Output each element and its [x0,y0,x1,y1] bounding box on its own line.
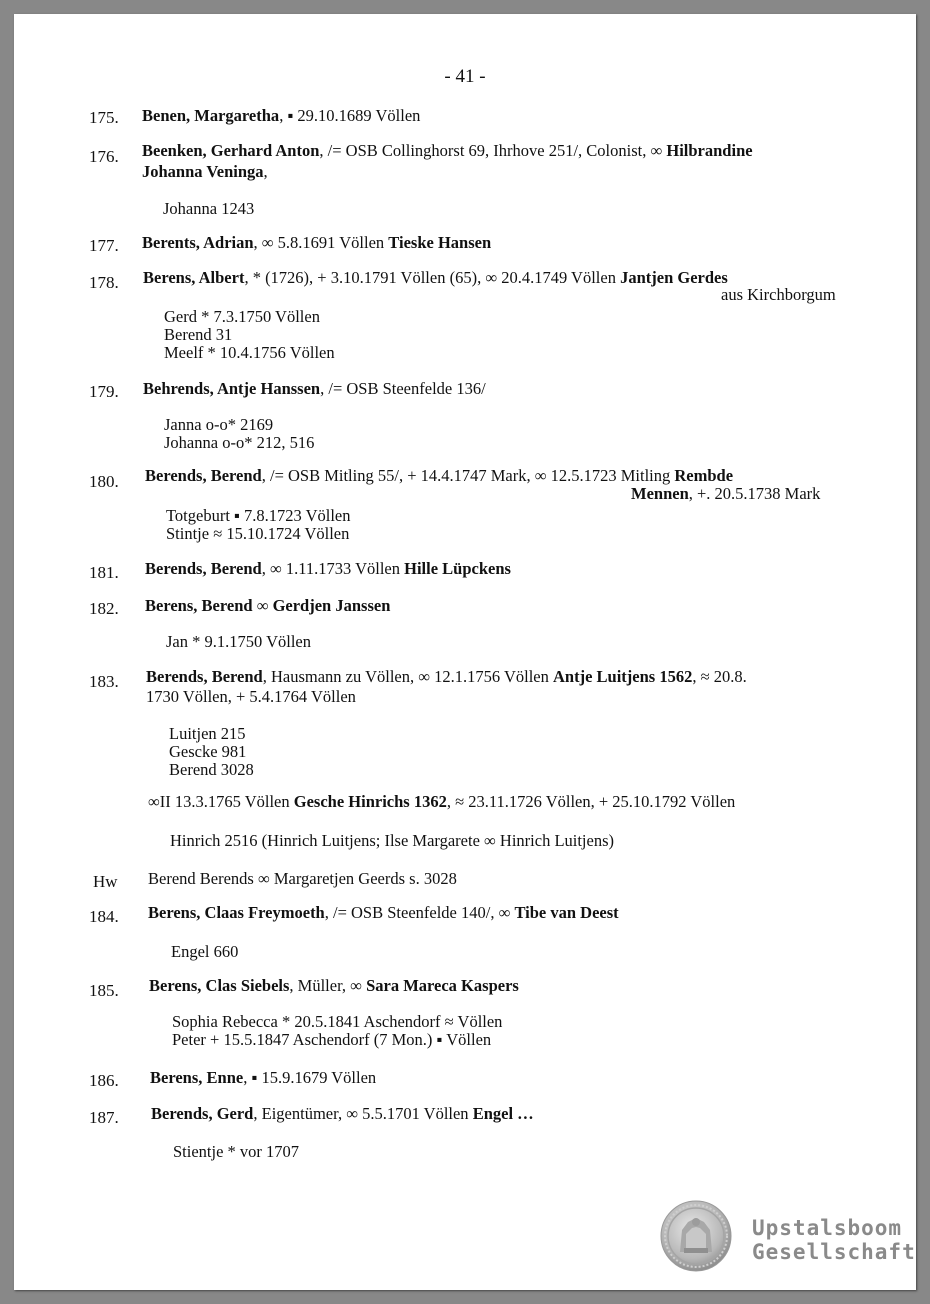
entry-183-line2: 1730 Völlen, + 5.4.1764 Völlen [146,687,356,706]
child-entry: Johanna 1243 [163,199,255,218]
entry-details: , ∞ 1.11.1733 Völlen [261,559,405,578]
entry-details: ∞II 13.3.1765 Völlen [148,792,294,811]
page-number: - 41 - [444,66,486,87]
entry-182 [145,596,390,616]
society-line2: Gesellschaft [752,1240,916,1264]
person-name: Berens, Claas Freymoeth [148,903,325,922]
second-marriage [148,792,735,812]
person-name: Behrends, Antje Hanssen [143,379,321,398]
entry-180-line2 [631,484,820,504]
entry-hw: Berend Berends ∞ Margaretjen Geerds s. 3028 [148,869,457,888]
entry-185 [149,976,519,996]
entry-180 [145,466,733,486]
entry-186 [150,1068,376,1088]
person-name: Berends, Gerd [151,1104,254,1123]
entry-details: , [263,162,268,181]
entry-number: 175. [89,108,119,127]
entry-details: , ≈ 20.8. [692,667,747,686]
person-name: Berends, Berend [145,466,262,485]
child-entry: Hinrich 2516 (Hinrich Luitjens; Ilse Margarete ∞ Hinrich Luitjens) [170,831,615,850]
spouse-name: Tibe van Deest [514,903,619,922]
entry-number: 181. [89,563,119,582]
entry-details: ∞ [252,596,273,615]
entry-176 [142,141,753,161]
spouse-name: Mennen [631,484,689,503]
spouse-name: Hilbrandine [666,141,753,160]
entry-details: , ≈ 23.11.1726 Völlen, + 25.10.1792 Völlen [446,792,736,811]
society-line1: Upstalsboom [752,1216,903,1240]
spouse-name: Antje Luitjens 1562 [552,667,693,686]
entry-details: , * (1726), + 3.10.1791 Völlen (65), ∞ 20.4.1749 Völlen [244,268,621,287]
person-name: Berents, Adrian [142,233,254,252]
entry-187 [151,1104,534,1124]
person-name: Berens, Enne [150,1068,244,1087]
entry-details: , +. 20.5.1738 Mark [688,484,821,503]
entry-details: , ∞ 5.8.1691 Völlen [253,233,389,252]
child-entry: Gescke 981 [169,742,247,761]
entry-details: , /= OSB Steenfelde 136/ [320,379,486,398]
child-entry: Gerd * 7.3.1750 Völlen [164,307,320,326]
spouse-name: Tieske Hansen [388,233,492,252]
child-entry: Jan * 9.1.1750 Völlen [166,632,311,651]
person-name: Berends, Berend [145,559,262,578]
spouse-name: Johanna Veninga [142,162,264,181]
document-page [14,14,916,1290]
child-entry: Sophia Rebecca * 20.5.1841 Aschendorf ≈ Völlen [172,1012,503,1031]
entry-number: 176. [89,147,119,166]
child-entry: Stientje * vor 1707 [173,1142,300,1161]
person-name: Berens, Albert [143,268,245,287]
spouse-name: Rembde [674,466,734,485]
entry-number: 178. [89,273,119,292]
spouse-name: Gerdjen Janssen [272,596,391,615]
entry-details: , ▪ 29.10.1689 Völlen [279,106,421,125]
child-entry: Luitjen 215 [169,724,246,743]
entry-number: 185. [89,981,119,1000]
entry-179 [143,379,486,399]
entry-183 [146,667,747,687]
child-entry: Engel 660 [171,942,239,961]
entry-details: , /= OSB Steenfelde 140/, ∞ [324,903,515,922]
child-entry: Johanna o-o* 212, 516 [164,433,315,452]
entry-details: , Müller, ∞ [289,976,367,995]
child-entry: Peter + 15.5.1847 Aschendorf (7 Mon.) ▪ Völlen [172,1030,492,1049]
entry-number: 187. [89,1108,119,1127]
entry-number: 183. [89,672,119,691]
spouse-name: Jantjen Gerdes [620,268,728,287]
entry-184 [148,903,619,923]
entry-number: 177. [89,236,119,255]
entry-number: 180. [89,472,119,491]
seal-icon [660,1200,732,1272]
spouse-name: Hille Lüpckens [404,559,511,578]
entry-details: , Hausmann zu Völlen, ∞ 12.1.1756 Völlen [262,667,553,686]
entry-details: , /= OSB Mitling 55/, + 14.4.1747 Mark, ∞ 12.5.1723 Mitling [261,466,675,485]
entry-181 [145,559,511,579]
entry-number: 186. [89,1071,119,1090]
entry-number: 179. [89,382,119,401]
child-entry: Janna o-o* 2169 [164,415,274,434]
child-entry: Stintje ≈ 15.10.1724 Völlen [166,524,350,543]
society-name [752,1216,916,1264]
person-name: Berends, Berend [146,667,263,686]
spouse-name: Sara Mareca Kaspers [366,976,519,995]
spouse-name: Gesche Hinrichs 1362 [293,792,447,811]
entry-175 [142,106,420,126]
origin-text: aus Kirchborgum [721,285,836,304]
person-name: Benen, Margaretha [142,106,280,125]
entry-number: Hw [93,872,118,891]
person-name: Berens, Clas Siebels [149,976,290,995]
person-name: Berens, Berend [145,596,253,615]
person-name: Beenken, Gerhard Anton [142,141,320,160]
entry-details: , Eigentümer, ∞ 5.5.1701 Völlen [253,1104,473,1123]
child-entry: Totgeburt ▪ 7.8.1723 Völlen [166,506,351,525]
child-entry: Meelf * 10.4.1756 Völlen [164,343,335,362]
entry-number: 182. [89,599,119,618]
spouse-name: Engel … [472,1104,534,1123]
entry-details: , ▪ 15.9.1679 Völlen [243,1068,377,1087]
child-entry: Berend 31 [164,325,233,344]
entry-number: 184. [89,907,119,926]
entry-178 [143,268,728,288]
entry-details: , /= OSB Collinghorst 69, Ihrhove 251/, Colonist, ∞ [319,141,667,160]
entry-176-line2 [142,162,268,182]
child-entry: Berend 3028 [169,760,254,779]
entry-177 [142,233,491,253]
